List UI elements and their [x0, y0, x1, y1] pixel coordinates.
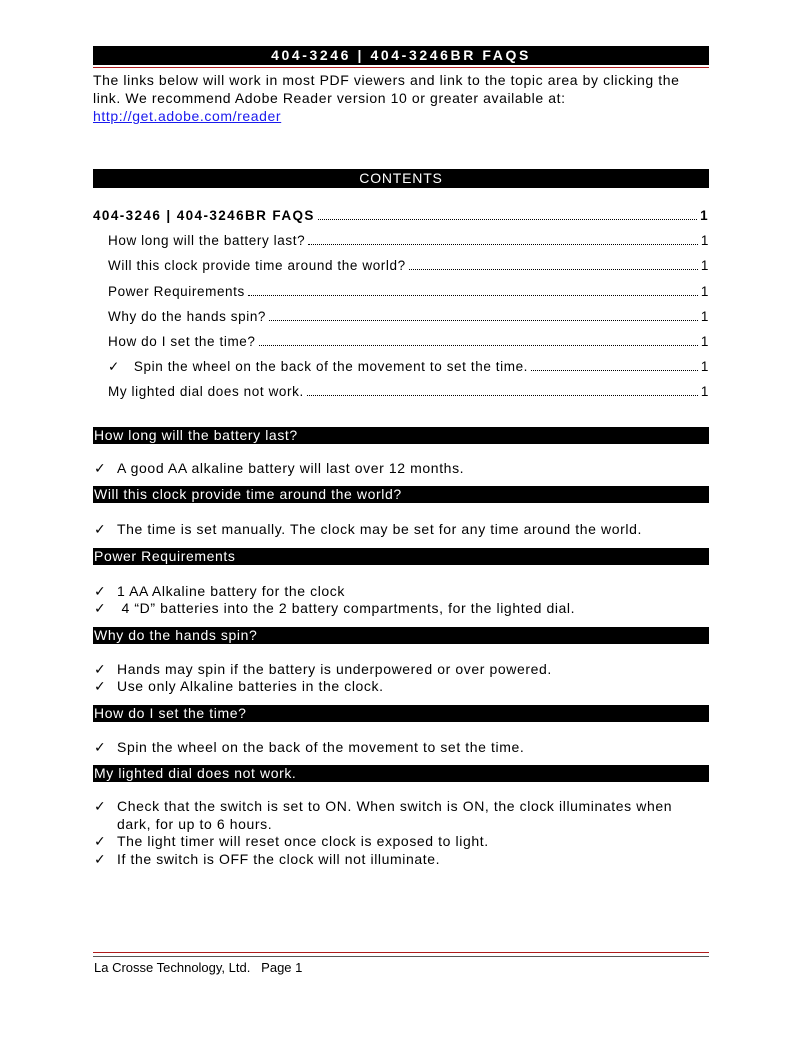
answer-text: The time is set manually. The clock may be set for any time around the world.	[117, 521, 643, 537]
checkmark-icon: ✓	[94, 660, 107, 677]
toc-leader	[308, 243, 698, 245]
toc-entry-power[interactable]	[93, 279, 709, 304]
faq-section-set-time	[93, 705, 709, 757]
toc-leader	[409, 268, 698, 270]
answer-list	[93, 739, 709, 757]
answer-text: Check that the switch is set to ON. When switch is ON, the clock illuminates when dark, for up to 6 hours.	[117, 798, 673, 832]
list-item	[93, 661, 709, 679]
toc-page-number: 1	[700, 208, 709, 223]
contents-heading: CONTENTS	[93, 169, 709, 188]
checkmark-icon: ✓	[94, 850, 107, 867]
checkmark-icon: ✓	[94, 521, 107, 537]
document-title: 404-3246 | 404-3246BR FAQS	[93, 46, 709, 65]
list-item	[93, 521, 709, 539]
toc-entry-battery[interactable]	[93, 228, 709, 253]
toc-page-number: 1	[700, 283, 709, 299]
list-item	[93, 600, 709, 618]
faq-section-hands-spin	[93, 627, 709, 696]
toc-entry-text: My lighted dial does not work.	[108, 384, 304, 400]
toc-entry-text: Power Requirements	[108, 283, 245, 299]
toc-entry-hands-spin[interactable]	[93, 304, 709, 329]
list-item	[93, 851, 709, 869]
answer-list	[93, 661, 709, 696]
section-heading: My lighted dial does not work.	[93, 765, 709, 782]
faq-section-lighted-dial	[93, 765, 709, 868]
answer-text: Use only Alkaline batteries in the clock.	[117, 678, 384, 694]
intro-text: The links below will work in most PDF viewers and link to the topic area by clicking the link. We recommend Adobe Reader version 10 or greater available at:	[93, 72, 680, 106]
checkmark-icon: ✓	[94, 600, 107, 616]
section-heading: How do I set the time?	[93, 705, 709, 722]
toc-entry-text: Why do the hands spin?	[108, 308, 267, 324]
toc-leader	[531, 369, 698, 371]
checkmark-icon: ✓	[94, 798, 107, 814]
checkmark-icon: ✓	[94, 833, 107, 849]
faq-section-battery	[93, 427, 709, 478]
toc-entry-spin-wheel[interactable]	[93, 354, 709, 379]
answer-text: A good AA alkaline battery will last over 12 months.	[117, 459, 465, 476]
answer-text: If the switch is OFF the clock will not illuminate.	[117, 850, 441, 867]
section-heading: How long will the battery last?	[93, 427, 709, 444]
toc-entry-title[interactable]	[93, 203, 709, 228]
answer-list	[93, 583, 709, 618]
toc-entry-text: How long will the battery last?	[108, 233, 306, 249]
toc-leader	[269, 319, 698, 321]
toc-entry-text: Spin the wheel on the back of the movement to set the time.	[133, 359, 529, 375]
page-footer: La Crosse Technology, Ltd. Page 1	[94, 960, 303, 975]
section-heading: Will this clock provide time around the world?	[93, 486, 709, 503]
toc-entry-world-time[interactable]	[93, 253, 709, 278]
toc-leader	[248, 294, 698, 296]
list-item	[93, 833, 709, 851]
toc-page-number: 1	[700, 308, 709, 324]
faq-section-power	[93, 548, 709, 618]
toc-page-number: 1	[700, 233, 709, 249]
toc-entry-text: Will this clock provide time around the world?	[108, 258, 406, 274]
section-heading: Why do the hands spin?	[93, 627, 709, 644]
checkmark-icon: ✓	[94, 459, 107, 476]
table-of-contents	[93, 203, 709, 405]
toc-page-number: 1	[700, 333, 709, 349]
answer-text: 4 “D” batteries into the 2 battery compartments, for the lighted dial.	[117, 600, 576, 616]
list-item	[93, 798, 709, 833]
list-item	[93, 460, 709, 478]
checkmark-icon: ✓	[108, 359, 120, 375]
title-divider	[93, 67, 709, 68]
toc-page-number: 1	[700, 384, 709, 400]
answer-text: 1 AA Alkaline battery for the clock	[117, 582, 346, 599]
toc-page-number: 1	[700, 359, 709, 375]
footer-divider-red	[93, 952, 709, 953]
section-heading: Power Requirements	[93, 548, 709, 565]
list-item	[93, 583, 709, 601]
answer-text: Spin the wheel on the back of the movement to set the time.	[117, 738, 525, 755]
checkmark-icon: ✓	[94, 738, 107, 755]
checkmark-icon: ✓	[94, 678, 107, 694]
toc-entry-text: 404-3246 | 404-3246BR FAQS	[93, 208, 315, 223]
toc-entry-text: How do I set the time?	[108, 333, 256, 349]
toc-entry-lighted-dial[interactable]	[93, 379, 709, 404]
answer-text: The light timer will reset once clock is exposed to light.	[117, 833, 489, 849]
checkmark-icon: ✓	[94, 582, 107, 599]
toc-leader	[318, 218, 697, 220]
toc-leader	[307, 394, 698, 396]
answer-list	[93, 798, 709, 868]
toc-page-number: 1	[700, 258, 709, 274]
faq-page	[93, 46, 709, 868]
toc-entry-set-time[interactable]	[93, 329, 709, 354]
footer-divider-gray	[93, 956, 709, 957]
answer-list	[93, 521, 709, 539]
faq-section-world-time	[93, 486, 709, 539]
answer-text: Hands may spin if the battery is underpowered or over powered.	[117, 660, 552, 677]
toc-leader	[259, 344, 698, 346]
list-item	[93, 739, 709, 757]
list-item	[93, 678, 709, 696]
adobe-reader-link[interactable]: http://get.adobe.com/reader	[93, 108, 282, 124]
answer-list	[93, 460, 709, 478]
intro-paragraph	[93, 71, 709, 125]
